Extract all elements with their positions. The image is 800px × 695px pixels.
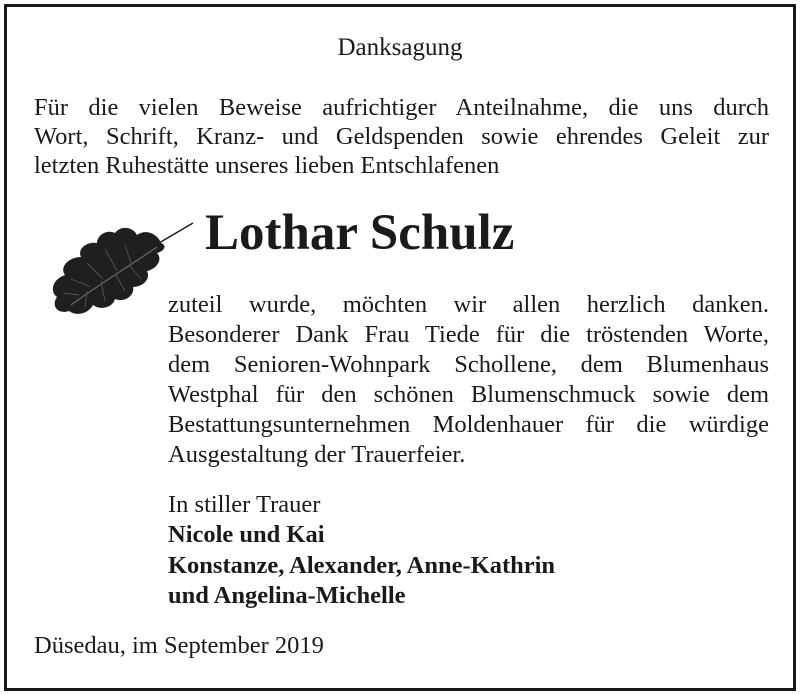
deceased-name: Lothar Schulz <box>205 205 515 261</box>
signatory-line-1: Nicole und Kai <box>168 521 325 548</box>
body-line-4: Westphal für den schönen Blumenschmuck sowie dem <box>168 381 769 408</box>
intro-line-1: Für die vielen Beweise aufrichtiger Anteilnahme, die uns durch <box>34 94 769 121</box>
signatory-line-3: und Angelina-Michelle <box>168 582 406 609</box>
body-line-3: dem Senioren-Wohnpark Schollene, dem Blumenhaus <box>168 351 769 378</box>
body-line-5: Bestattungsunternehmen Moldenhauer für die würdige <box>168 411 769 438</box>
obituary-notice <box>4 4 796 691</box>
body-line-1: zuteil wurde, möchten wir allen herzlich danken. <box>168 291 769 318</box>
intro-line-2: Wort, Schrift, Kranz- und Geldspenden sowie ehrendes Geleit zur <box>34 123 769 150</box>
signatory-line-2: Konstanze, Alexander, Anne-Kathrin <box>168 552 556 579</box>
intro-line-3: letzten Ruhestätte unseres lieben Entschlafenen <box>34 152 500 179</box>
closing-text: In stiller Trauer <box>168 491 321 518</box>
place-date: Düsedau, im September 2019 <box>34 632 324 659</box>
body-line-2: Besonderer Dank Frau Tiede für die tröstenden Worte, <box>168 321 769 348</box>
notice-heading: Danksagung <box>337 34 463 61</box>
body-line-6: Ausgestaltung der Trauerfeier. <box>168 441 466 468</box>
